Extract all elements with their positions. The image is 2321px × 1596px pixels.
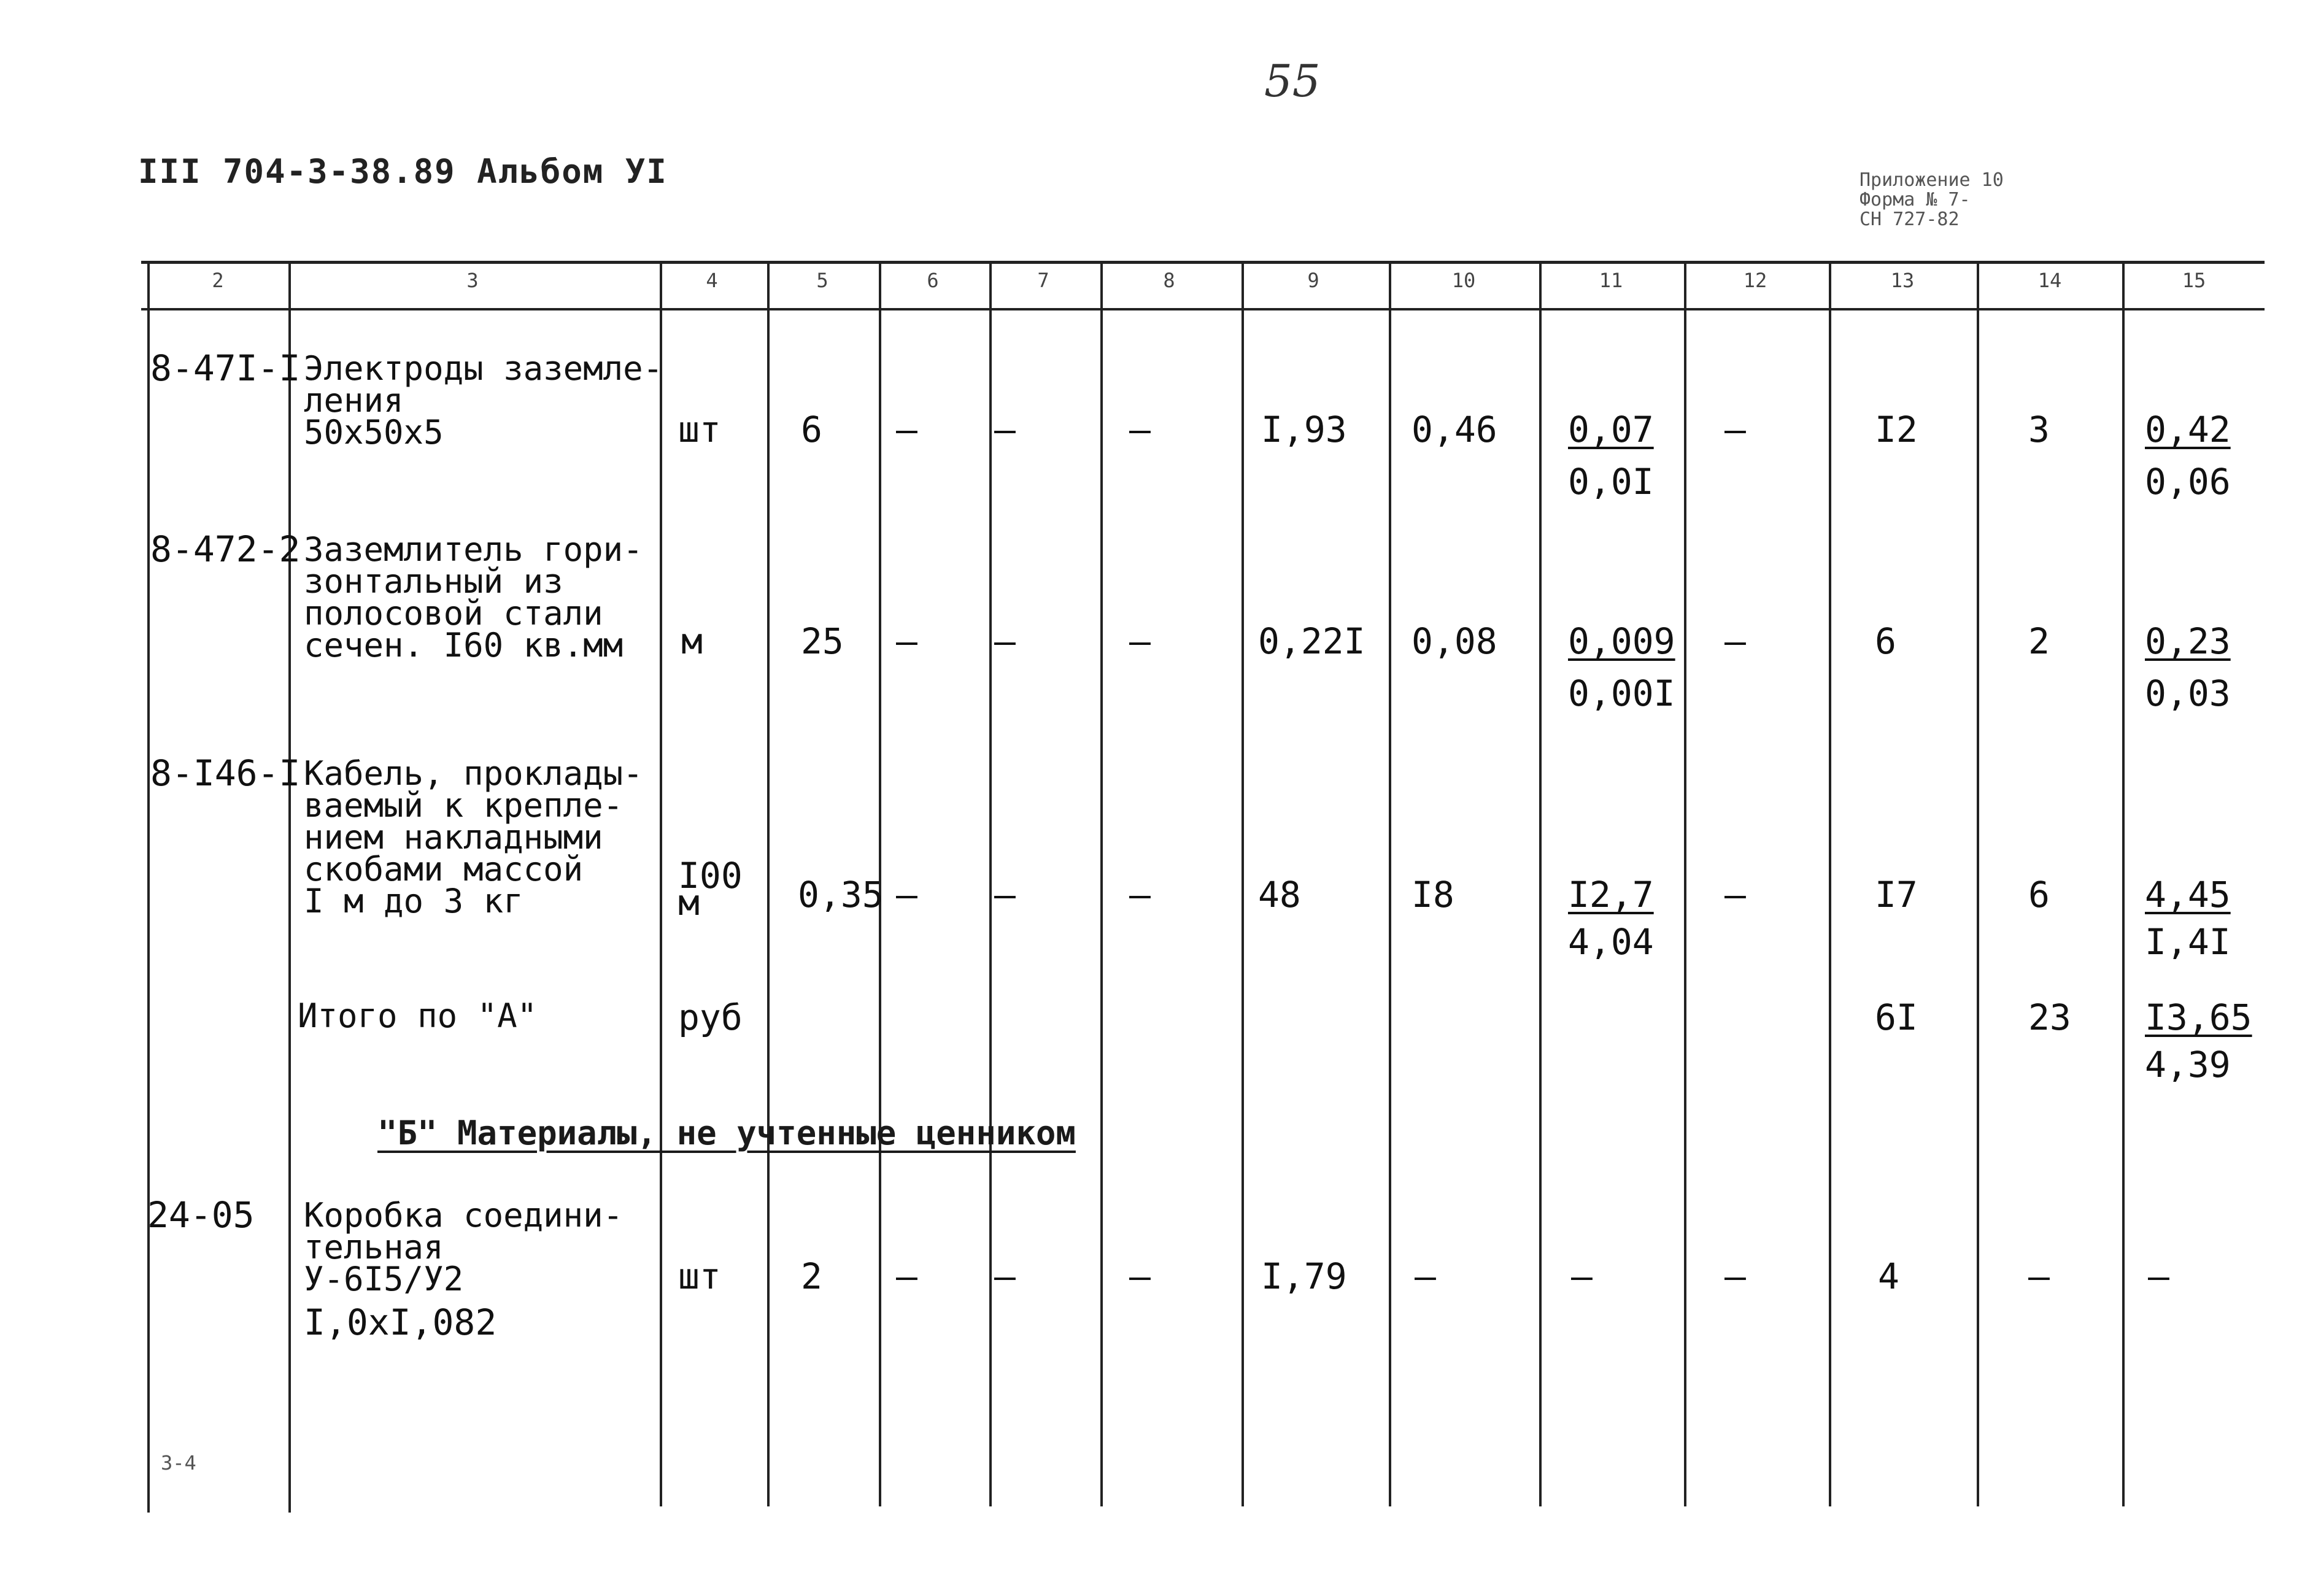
row-col11-bottom: 4,04 [1568,921,1654,963]
row-col8: – [1129,620,1151,662]
column-number: 7 [1037,269,1049,292]
row-col13: I2 [1875,409,1918,450]
column-number: 12 [1743,269,1767,292]
row-col14: – [2028,1255,2050,1297]
row-col6: – [896,620,917,662]
row-col12: – [1724,874,1746,916]
column-number: 2 [212,269,224,292]
column-number: 10 [1451,269,1476,292]
row-unit: м [681,620,703,662]
column-number: 8 [1163,269,1175,292]
row-col7: – [994,1255,1016,1297]
row-quantity: 2 [801,1255,822,1297]
row-col13: 4 [1878,1255,1899,1297]
total-unit: руб [678,997,743,1038]
row-col11-bottom: 0,00I [1568,673,1675,714]
row-col11-bottom: 0,0I [1568,461,1654,503]
row-code: 24-05 [147,1194,255,1236]
header-bottom-border [141,308,2265,310]
total-col15-bottom: 4,39 [2145,1044,2231,1085]
row-col11-top: 0,009 [1568,620,1675,662]
row-col11-top: 0,07 [1568,409,1654,450]
row-description-extra: I,0хI,082 [304,1301,497,1343]
row-col14: 6 [2028,874,2050,916]
total-label: Итого по "А" [298,997,538,1035]
row-col9: 0,22I [1258,620,1365,662]
row-col15-bottom: I,4I [2145,921,2231,963]
column-number: 11 [1599,269,1623,292]
column-divider [767,261,770,1506]
row-col7: – [994,620,1016,662]
column-number: 5 [816,269,828,292]
row-description: Кабель, проклады- ваемый к крепле- нием накладными скобами массой I м до 3 кг [304,754,643,920]
column-divider [1242,261,1244,1506]
row-unit: I00 м [678,855,743,923]
column-divider [1539,261,1542,1506]
row-quantity: 0,35 [798,874,884,916]
column-number: 6 [927,269,939,292]
row-col15-top: 0,42 [2145,409,2231,450]
row-col6: – [896,409,917,450]
appendix-note: Приложение 10 Форма № 7- СН 727-82 [1860,169,2004,230]
row-unit: шт [678,1255,721,1297]
row-col15-bottom: 0,03 [2145,673,2231,714]
row-description: Электроды заземле- ления 50х50х5 [304,349,663,452]
row-col12: – [1724,409,1746,450]
row-col11: – [1571,1255,1593,1297]
page-number: 55 [1264,55,1321,107]
row-quantity: 6 [801,409,822,450]
row-col6: – [896,1255,917,1297]
row-col9: 48 [1258,874,1301,916]
column-divider [1100,261,1103,1506]
row-col14: 3 [2028,409,2050,450]
column-divider [1977,261,1979,1506]
row-col9: I,79 [1261,1255,1347,1297]
row-unit: шт [678,409,721,450]
column-number: 3 [466,269,479,292]
row-col12: – [1724,1255,1746,1297]
column-divider [1829,261,1831,1506]
row-col12: – [1724,620,1746,662]
row-col7: – [994,874,1016,916]
row-col15: – [2148,1255,2169,1297]
total-col15-top: I3,65 [2145,997,2252,1038]
row-col11-top: I2,7 [1568,874,1654,916]
column-number: 13 [1890,269,1915,292]
row-code: 8-I46-I [150,752,301,794]
row-col10: I8 [1412,874,1454,916]
row-col10: – [1415,1255,1436,1297]
document-code: III 704-3-38.89 Альбом УI [138,152,668,191]
footer-mark: 3-4 [161,1451,196,1475]
row-col7: – [994,409,1016,450]
column-divider [1684,261,1686,1506]
column-divider [2122,261,2125,1506]
row-code: 8-472-2 [150,528,301,570]
row-col8: – [1129,1255,1151,1297]
row-description: Заземлитель гори- зонтальный из полосовой стали сечен. I60 кв.мм [304,530,643,665]
row-col8: – [1129,409,1151,450]
row-col9: I,93 [1261,409,1347,450]
row-col13: I7 [1875,874,1918,916]
row-col8: – [1129,874,1151,916]
row-col10: 0,08 [1412,620,1497,662]
total-col13: 6I [1875,997,1918,1038]
row-col15-top: 4,45 [2145,874,2231,916]
column-number: 14 [2037,269,2062,292]
column-number: 9 [1307,269,1319,292]
row-col15-top: 0,23 [2145,620,2231,662]
column-divider [288,261,291,1513]
column-divider [1389,261,1391,1506]
row-col13: 6 [1875,620,1896,662]
row-col6: – [896,874,917,916]
table-top-border [141,261,2265,264]
row-quantity: 25 [801,620,844,662]
row-col14: 2 [2028,620,2050,662]
row-code: 8-47I-I [150,347,301,389]
column-divider [147,261,150,1513]
row-col15-bottom: 0,06 [2145,461,2231,503]
column-number: 15 [2182,269,2206,292]
column-divider [989,261,992,1506]
column-number: 4 [706,269,718,292]
row-description: Коробка соедини- тельная У-6I5/У2 [304,1196,624,1298]
section-b-title: "Б" Материалы, не учтенные ценником [377,1114,1076,1152]
total-col14: 23 [2028,997,2071,1038]
row-col10: 0,46 [1412,409,1497,450]
